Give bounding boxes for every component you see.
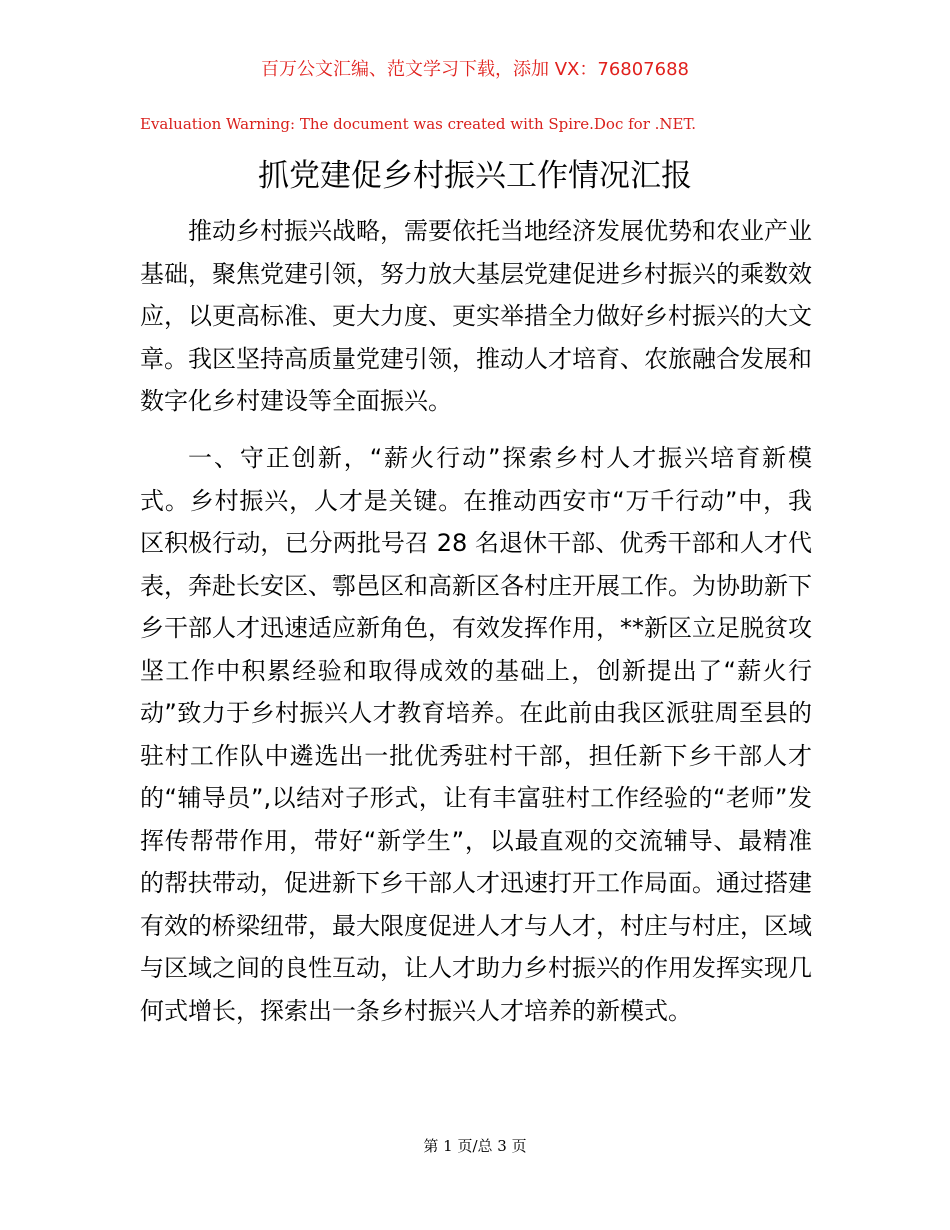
- watermark-banner: 百万公文汇编、范文学习下载，添加 VX：76807688: [261, 59, 689, 80]
- evaluation-warning: Evaluation Warning: The document was created with Spire.Doc for .NET.: [140, 115, 697, 133]
- body-paragraph-section-one: 一、守正创新，“薪火行动”探索乡村人才振兴培育新模式。乡村振兴，人才是关键。在推动西安市“万千行动”中，我区积极行动，已分两批号召 28 名退休干部、优秀干部和人才代表，奔赴长安区、鄠邑区和高新区各村庄开展工作。为协助新下乡干部人才迅速适应新角色，有效发挥作用，**新区立足脱贫攻坚工作中积累经验和取得成效的基础上，创新提出了“薪火行动”致力于乡村振兴人才教育培养。在此前由我区派驻周至县的驻村工作队中遴选出一批优秀驻村干部，担任新下乡干部人才的“辅导员”,以结对子形式，让有丰富驻村工作经验的“老师”发挥传帮带作用，带好“新学生”，以最直观的交流辅导、最精准的帮扶带动，促进新下乡干部人才迅速打开工作局面。通过搭建有效的桥梁纽带，最大限度促进人才与人才，村庄与村庄，区域与区域之间的良性互动，让人才助力乡村振兴的作用发挥实现几何式增长，探索出一条乡村振兴人才培养的新模式。: [140, 444, 812, 1025]
- body-paragraph-intro: 推动乡村振兴战略，需要依托当地经济发展优势和农业产业基础，聚焦党建引领，努力放大基层党建促进乡村振兴的乘数效应，以更高标准、更大力度、更实举措全力做好乡村振兴的大文章。我区坚持高质量党建引领，推动人才培育、农旅融合发展和数字化乡村建设等全面振兴。: [140, 217, 812, 415]
- page-number: 第 1 页/总 3 页: [423, 1137, 527, 1155]
- document-title: 抓党建促乡村振兴工作情况汇报: [258, 158, 692, 194]
